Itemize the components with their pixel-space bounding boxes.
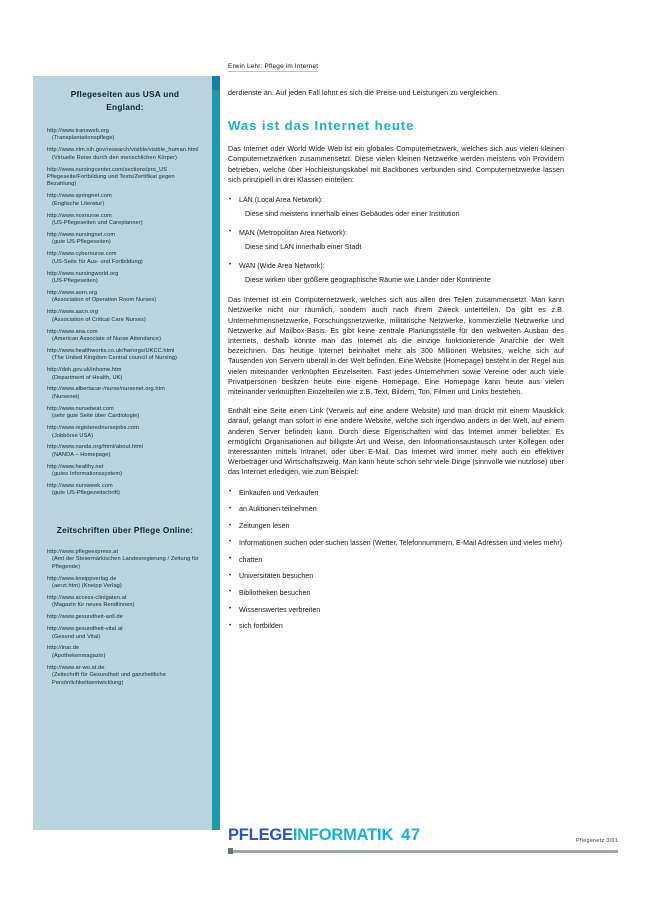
link-note: (aerzt.htm) (Kneipp Verlag) [52, 582, 122, 589]
link-url[interactable]: http://www.nursweek.com [47, 483, 113, 490]
list-item[interactable] [47, 128, 203, 143]
list-item[interactable] [47, 614, 203, 621]
list-item: • Informationen suchen oder suchen lassen (Wetter, Telefonnummern, E-Mail Adressen und vieles mehr) [228, 538, 564, 548]
paragraph-links-and-usage: Enthält eine Seite einen Link (Verweis auf eine andere Website) und man drückt mit einem Mausklick darauf, gelangt man sofort in eine andere Website, welche sich irgendwo anders in der Welt, auf einem anderen Server befinden kann. Durch diese Eigenschaften wird das Internet immer beliebter. Es ermöglicht Organisationen auf billigste Art und Weise, den Informationsaustausch unter Kollegen oder Interessanten mittels Intranet, oder über E-Mail. Das Internet wird immer mehr auch ein effektiver Werbeträger und Wirtschaftszweig. Man kann heute schon sehr viele Dinge (sinnvolle wie nutzlose) über das Internet erledigen, wie zum Beispiel: [228, 407, 564, 477]
link-url[interactable]: http://www.nanda.org/html/about.html [47, 444, 143, 451]
list-item[interactable] [47, 645, 203, 660]
link-note: (The United Kingdom Central council of Nursing) [52, 355, 178, 362]
link-url[interactable]: http://inar.de [47, 645, 80, 652]
link-url[interactable]: http://www.nursebeat.com [47, 405, 114, 412]
footer-brand [228, 826, 421, 845]
page-title: Was ist das Internet heute [228, 118, 415, 134]
list-item[interactable] [47, 290, 203, 305]
link-note: (sehr gute Seite über Cardiologie) [52, 413, 140, 420]
link-note: (Zeitschrift für Gesundheit und ganzheitliche Persönlichkeitsentwicklung) [52, 672, 166, 686]
link-url[interactable]: http://www.nursingworld.org [47, 270, 119, 277]
link-note: (gute US-Pflegezeitschrift) [52, 490, 120, 497]
list-item[interactable] [47, 595, 203, 610]
list-item[interactable] [47, 232, 203, 247]
link-url[interactable]: http://www.nlm.nih.gov/research/visible/visible_human.html [47, 147, 199, 154]
link-url[interactable]: http://www.pflegeexpress.at [47, 548, 119, 555]
link-note: (American Associate of Nurse Attendance) [52, 335, 162, 342]
link-url[interactable]: http://www.kneippverlag.de [47, 575, 117, 582]
list-item[interactable] [47, 626, 203, 641]
list-item[interactable] [47, 251, 203, 266]
link-note: (Association of Operation Room Nurses) [52, 297, 157, 304]
network-label: LAN (Local Area Network): [239, 196, 323, 205]
link-url[interactable]: http://www.aorn.org [47, 289, 98, 296]
link-note: (Virtuelle Reise durch den menschlichen Körper) [52, 154, 177, 161]
list-item[interactable] [47, 576, 203, 591]
list-item[interactable] [47, 444, 203, 459]
link-note: (US-Seite für Aus- und Fortbildung) [52, 258, 143, 265]
link-url[interactable]: http://www.cybernurse.com [47, 251, 117, 258]
link-url[interactable]: http://www.aacn.org [47, 309, 99, 316]
link-note: (US-Pflegeseiten und Careplanner) [52, 220, 143, 227]
list-item [228, 261, 564, 285]
link-url[interactable]: http://www.springnet.com [47, 193, 112, 200]
list-item[interactable] [47, 329, 203, 344]
list-item[interactable] [47, 386, 203, 401]
link-note: (US-Pflegeseiten) [52, 278, 98, 284]
footer-issue-meta: Pflegenetz 3/01 [576, 838, 618, 844]
link-url[interactable]: http://doh.gov.uk/inhome.htm [47, 367, 122, 374]
paragraph-internet-definition: Das Internet oder World Wide Web ist ein globales Computernetzwerk, welches sich aus vielen kleinen Computernetzwerken zusammensetzt. Diese vielen kleinen Netzwerke werden meistens von Providern betrieben, welche über Hochleistungskabel mit Backbones verbunden sind. Computernetzwerke lassen sich prinzipiell in drei Klassen einteilen: [228, 145, 564, 184]
link-note: (Apothekenmagazin) [52, 652, 106, 659]
list-item[interactable] [47, 549, 203, 571]
link-url[interactable]: http://www.transweb.org [47, 128, 109, 134]
link-note: (Association of Critical Care Nurses) [52, 316, 146, 323]
list-item[interactable] [47, 193, 203, 208]
running-head: Erwin Lehr: Pflege im Internet [228, 63, 319, 70]
page-number: 47 [401, 826, 421, 844]
footer-brand-informatik: INFORMATIK [292, 826, 394, 844]
page-footer [228, 826, 618, 856]
link-url[interactable]: http://www.gesundheit-vital.at [47, 626, 123, 633]
list-item: • Einkaufen und Verkaufen [228, 488, 564, 498]
link-url[interactable]: http://www.nosnurse.com [47, 212, 112, 219]
link-note: (gute US-Pflegeseiten) [52, 239, 111, 246]
list-item[interactable] [47, 167, 203, 189]
list-item[interactable] [47, 464, 203, 479]
list-item[interactable] [47, 483, 203, 498]
link-note: (Amt der Steiermärkischen Landesregierung / Zeitung für Pflegende) [52, 556, 199, 570]
list-item[interactable] [47, 665, 203, 687]
network-class-list [228, 195, 564, 285]
link-url[interactable]: http://www.nursingcenter.com/sections/pro_US Pflegeseite/Fortbildung und Tests/Zertifikat gegen Bezahlung) [47, 166, 175, 188]
list-item[interactable] [47, 367, 203, 382]
network-description: Diese sind meistens innerhalb eines Gebäudes oder einer Institution [245, 210, 460, 219]
list-item: • chatten [228, 555, 564, 565]
list-item: • Zeitungen lesen [228, 521, 564, 531]
list-item [228, 195, 564, 219]
link-url[interactable]: http://www.registerednursejobs.com [47, 425, 140, 432]
link-note: (Englische Literatur) [52, 200, 105, 207]
sidebar-link-list-zeitschriften [47, 549, 203, 687]
divider-cap [212, 76, 220, 90]
link-note: (Jobbörse USA) [52, 432, 94, 439]
list-item: • sich fortbilden [228, 621, 564, 631]
link-url[interactable]: http://www.access-clinigaten.at [47, 594, 127, 601]
network-description: Diese sind LAN innerhalb einer Stadt [245, 243, 362, 252]
link-url[interactable]: http://www.healthworks.co.uk/hw/orgs/UKCC.html [47, 347, 175, 354]
link-url[interactable]: http://www.gesundheit-aoll.de [47, 614, 123, 621]
footer-brand-pflege: PFLEGE [228, 826, 293, 844]
list-item[interactable] [47, 425, 203, 440]
activity-list [228, 488, 564, 632]
network-description: Diese wirken über größere geographische Räume wie Länder oder Kontinente [245, 276, 491, 285]
link-note: (Magazin für neues Rendlinnen) [52, 602, 135, 609]
list-item[interactable] [47, 213, 203, 228]
list-item[interactable] [47, 271, 203, 286]
link-url[interactable]: http://www.ana.com [47, 328, 98, 335]
sidebar-heading-usa-england: Pflegeseiten aus USA und England: [70, 89, 180, 112]
sidebar-heading-zeitschriften: Zeitschriften über Pflege Online: [56, 524, 194, 535]
link-note: (Nursenet) [52, 393, 80, 400]
link-url[interactable]: http://www.healthy.net [47, 463, 104, 470]
list-item [228, 228, 564, 252]
list-item: • Universitäten besuchen [228, 571, 564, 581]
sidebar-link-list-usa [47, 128, 203, 498]
link-note: (Department of Health, UK) [52, 374, 123, 381]
list-item[interactable] [47, 406, 203, 421]
network-label: MAN (Metropolitan Area Network): [239, 228, 348, 237]
paragraph-internet-structure: Das Internet ist ein Computernetzwerk, welches sich aus allen drei Teilen zusammensetzt. Man kann Netzwerke nicht nur räumlich, sondern auch nach ihrem Zweck unterteilen. Da gibt es z.B. Unternehmensnetzwerke, Forschungsnetzwerke, militärische Netzwerke, kommerzielle Netzwerke und Netzwerke auf Mailbox-Basis. Es gibt keine zentrale Planungsstelle für den weltweiten Ausbau des Internets, deshalb könnte man das Internet als die einzige funktionierende Anarchie der Welt bezeichnen. Das heutige Internet beinhaltet mehr als 300 Millionen Websites, welche sich auf Tausenden von Servern überall in der Welt befinden. Eine Website (Homepage) besteht in der Regel aus vielen miteinander verknüpften Einzelseiten. Fast jedes Unternehmen sowie Vereine oder auch viele Privatpersonen besitzen heute eine eigene Homepage. Eine Homepage kann heute aus vielen miteinander verknüpften Einzelteilen wie z.B. Text, Bildern, Ton, Filmen und Links bestehen. [228, 296, 565, 397]
link-note: (gutes Informationssystem) [52, 471, 123, 478]
list-item[interactable] [47, 309, 203, 324]
link-note: (Gesund und Vital) [52, 633, 101, 640]
link-url[interactable]: http://www.albertacar-/nurse/nursenet.org.htm [47, 386, 165, 393]
link-url[interactable]: http://www.nursingnet.com [47, 231, 116, 238]
link-url[interactable]: http://www.ar-wo.at.de [47, 664, 105, 671]
network-label: WAN (Wide Area Network): [239, 261, 325, 270]
list-item[interactable] [47, 147, 203, 162]
link-note: (NANDA – Homepage) [52, 451, 111, 458]
paragraph-intro-continuation: derdienste an. Auf jeden Fall lohnt es sich die Preise und Leistungen zu vergleichen. [228, 89, 499, 97]
list-item: • Wissenswertes verbreiten [228, 605, 564, 615]
link-note: (Transplantationspflege) [52, 135, 115, 142]
column-divider-bar [212, 76, 220, 830]
sidebar-links-panel [33, 76, 212, 830]
main-text-column [228, 55, 564, 642]
footer-divider-rule [228, 850, 618, 853]
list-item: • Bibliotheken besuchen [228, 588, 564, 598]
list-item[interactable] [47, 348, 203, 363]
list-item: • an Auktionen teilnehmen [228, 504, 564, 514]
